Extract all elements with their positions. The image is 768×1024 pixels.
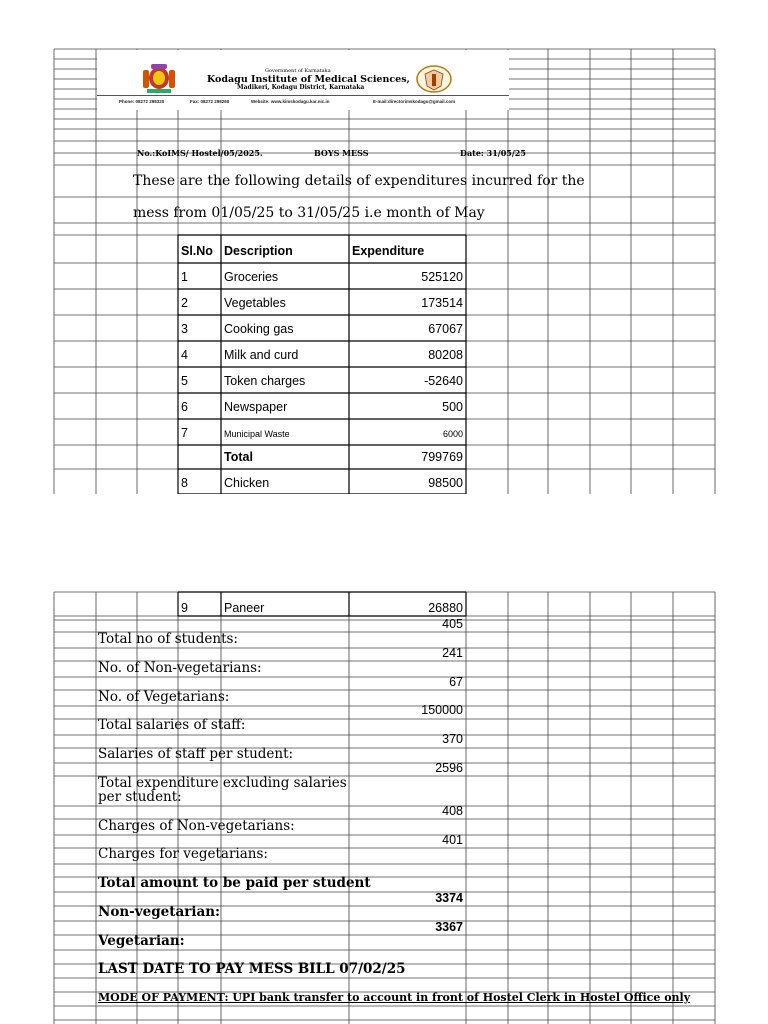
row-slno: 8 — [181, 476, 188, 490]
row-description: Groceries — [224, 270, 279, 284]
payment-mode-note: MODE OF PAYMENT: UPI bank transfer to account in front of Hostel Clerk in Hostel Office only — [98, 991, 691, 1004]
letterhead-fax: Fax: 08272 298260 — [190, 99, 230, 104]
document-date: Date: 31/05/25 — [460, 148, 526, 158]
exp-excl-salaries-label-cont: per student: — [98, 789, 182, 805]
header-description: Description — [224, 244, 293, 258]
letterhead-rule — [97, 95, 509, 96]
letterhead-institute: Kodagu Institute of Medical Sciences, — [207, 74, 410, 85]
total-amount: 799769 — [421, 450, 463, 464]
exp-excl-salaries-value: 2596 — [435, 761, 463, 775]
row-amount: 67067 — [428, 322, 463, 336]
salary-per-student-value: 370 — [442, 732, 463, 746]
non-veg-count-label: No. of Non-vegetarians: — [98, 660, 262, 676]
row-amount: -52640 — [424, 374, 463, 388]
charges-veg-label: Charges for vegetarians: — [98, 846, 268, 862]
row-amount: 525120 — [421, 270, 463, 284]
row-slno: 9 — [181, 601, 188, 615]
reference-number: No.:KoIMS/ Hostel/05/2025. — [137, 148, 263, 158]
karnataka-emblem-icon — [141, 62, 177, 94]
total-salaries-label: Total salaries of staff: — [98, 717, 246, 733]
mess-name: BOYS MESS — [314, 148, 369, 158]
row-amount: 500 — [442, 400, 463, 414]
row-slno: 5 — [181, 374, 188, 388]
letterhead-website: Website: www.kimskodagu.kar.nic.in — [251, 99, 330, 104]
row-description: Chicken — [224, 476, 270, 490]
total-students-value: 405 — [442, 617, 463, 631]
row-slno: 2 — [181, 296, 188, 310]
row-description: Newspaper — [224, 400, 288, 414]
salary-per-student-label: Salaries of staff per student: — [98, 746, 294, 762]
last-date-note: LAST DATE TO PAY MESS BILL 07/02/25 — [98, 961, 406, 977]
row-amount: 98500 — [428, 476, 463, 490]
letterhead-email: E-mail:directorimskodagu@gmail.com — [373, 99, 456, 104]
row-description: Cooking gas — [224, 322, 294, 336]
total-per-student-label: Total amount to be paid per student — [98, 875, 371, 891]
header-expenditure: Expenditure — [352, 244, 425, 258]
letterhead-address: Madikeri, Kodagu District, Karnataka — [237, 84, 365, 91]
letterhead-phone: Phone: 08272 298320 — [119, 99, 165, 104]
non-veg-total-label: Non-vegetarian: — [98, 904, 220, 920]
non-veg-total-value: 3374 — [435, 891, 463, 905]
non-veg-count-value: 241 — [442, 646, 463, 660]
row-description: Milk and curd — [224, 348, 299, 362]
intro-line-1: These are the following details of expenditures incurred for the — [133, 173, 585, 189]
row-slno: 1 — [181, 270, 188, 284]
row-description: Municipal Waste — [224, 429, 290, 439]
total-students-label: Total no of students: — [98, 631, 238, 647]
row-description: Token charges — [224, 374, 306, 388]
letterhead — [97, 50, 509, 110]
row-slno: 3 — [181, 322, 188, 336]
row-slno: 6 — [181, 400, 188, 414]
row-slno: 7 — [181, 426, 188, 440]
charges-non-veg-value: 408 — [442, 804, 463, 818]
row-slno: 4 — [181, 348, 188, 362]
row-amount: 6000 — [442, 429, 463, 439]
row-amount: 26880 — [428, 601, 463, 615]
veg-total-value: 3367 — [435, 920, 463, 934]
veg-total-label: Vegetarian: — [98, 933, 185, 949]
veg-count-value: 67 — [449, 675, 463, 689]
header-slno: Sl.No — [181, 244, 213, 258]
letterhead-govt: Government of Karnataka — [265, 68, 331, 74]
page-break — [0, 494, 768, 591]
intro-line-2: mess from 01/05/25 to 31/05/25 i.e month of May — [133, 205, 485, 221]
exp-excl-salaries-label: Total expenditure excluding salaries — [98, 775, 347, 791]
row-description: Paneer — [224, 601, 265, 615]
veg-count-label: No. of Vegetarians: — [98, 689, 230, 705]
row-amount: 173514 — [421, 296, 463, 310]
charges-veg-value: 401 — [442, 833, 463, 847]
row-amount: 80208 — [428, 348, 463, 362]
charges-non-veg-label: Charges of Non-vegetarians: — [98, 818, 295, 834]
total-label: Total — [224, 450, 253, 464]
row-description: Vegetables — [224, 296, 286, 310]
institute-crest-icon — [415, 64, 453, 94]
total-salaries-value: 150000 — [421, 703, 463, 717]
